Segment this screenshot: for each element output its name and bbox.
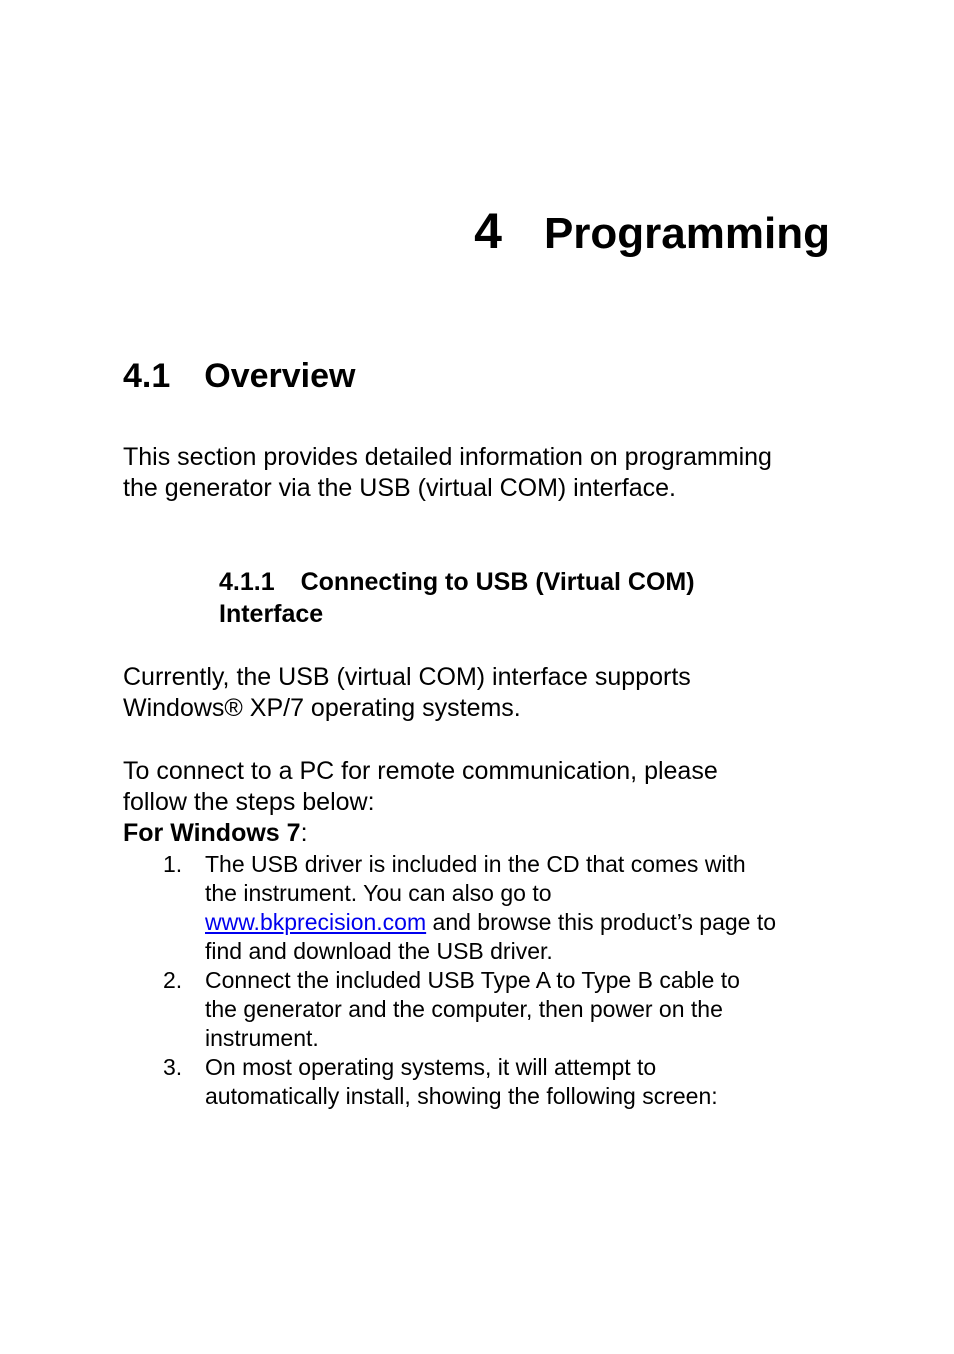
- step-2-line-1: Connect the included USB Type A to Type B cable to: [205, 967, 740, 993]
- list-item: [123, 1053, 843, 1111]
- connect-line-1: To connect to a PC for remote communication, please: [123, 757, 718, 785]
- step-1-line-4: find and download the USB driver.: [205, 938, 553, 964]
- windows7-label: [123, 818, 308, 849]
- support-line-2: Windows® XP/7 operating systems.: [123, 694, 521, 722]
- step-number: 3.: [163, 1054, 183, 1080]
- step-number: 2.: [163, 967, 183, 993]
- windows7-label-colon: :: [300, 819, 308, 847]
- support-line-1: Currently, the USB (virtual COM) interface supports: [123, 663, 691, 691]
- bkprecision-link[interactable]: www.bkprecision.com: [205, 909, 427, 935]
- step-2-line-2: the generator and the computer, then power on the: [205, 996, 723, 1022]
- subsection-title-line-2: Interface: [219, 600, 324, 628]
- connect-paragraph: [123, 756, 718, 818]
- list-item: [123, 966, 843, 1053]
- section-title: Overview: [204, 357, 356, 395]
- list-item: [123, 850, 843, 966]
- step-2-line-3: instrument.: [205, 1025, 319, 1051]
- windows7-label-bold: For Windows 7: [123, 819, 301, 847]
- chapter-number: 4: [474, 203, 502, 259]
- connect-line-2: follow the steps below:: [123, 788, 375, 816]
- overview-line-1: This section provides detailed information on programming: [123, 443, 772, 471]
- overview-line-2: the generator via the USB (virtual COM) interface.: [123, 474, 677, 502]
- step-number: 1.: [163, 851, 183, 877]
- step-3-line-2: automatically install, showing the following screen:: [205, 1083, 718, 1109]
- section-heading: [123, 356, 355, 396]
- step-1-line-3: and browse this product’s page to: [426, 909, 777, 935]
- section-number: 4.1: [123, 357, 171, 395]
- overview-paragraph: [123, 442, 772, 504]
- subsection-heading: [219, 566, 695, 630]
- support-paragraph: [123, 662, 691, 724]
- subsection-number: 4.1.1: [219, 568, 275, 596]
- chapter-title: Programming: [543, 209, 830, 258]
- step-3-line-1: On most operating systems, it will attempt to: [205, 1054, 657, 1080]
- step-1-line-1: The USB driver is included in the CD that comes with: [205, 851, 746, 877]
- chapter-heading: [474, 203, 830, 259]
- steps-list: [123, 850, 843, 1111]
- subsection-title-line-1: Connecting to USB (Virtual COM): [300, 568, 695, 596]
- step-1-line-2: the instrument. You can also go to: [205, 880, 552, 906]
